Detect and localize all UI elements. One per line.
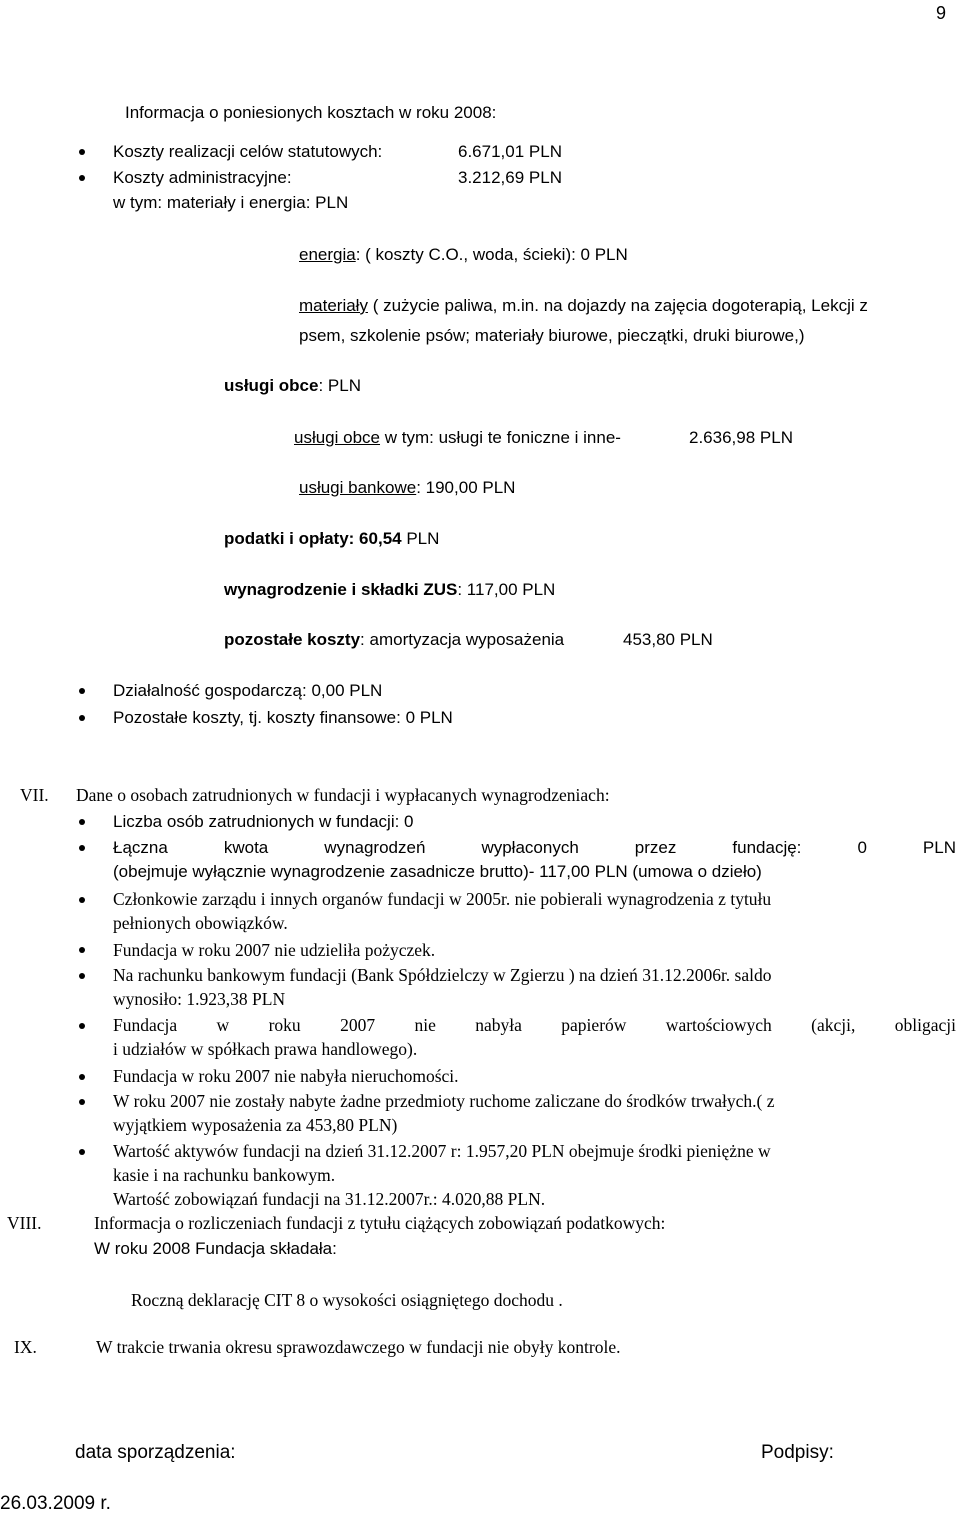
materials-energy-line: w tym: materiały i energia: PLN xyxy=(113,193,349,212)
materials-detail-2: psem, szkolenie psów; materiały biurowe, pieczątki, druki biurowe,) xyxy=(299,326,805,345)
materials-label: materiały xyxy=(299,296,368,315)
bullet-icon xyxy=(79,149,85,155)
costs-heading: Informacja o poniesionych kosztach w roku 2008: xyxy=(125,103,497,122)
bank-services-label: usługi bankowe xyxy=(299,478,417,497)
bullet-icon xyxy=(79,947,85,953)
other-costs-value: 453,80 PLN xyxy=(623,630,713,649)
board-pay-line: Członkowie zarządu i innych organów fundacji w 2005r. nie pobierali wynagrodzenia z tytułu xyxy=(113,889,772,909)
section-number: VIII. xyxy=(7,1213,42,1233)
bullet-icon xyxy=(79,897,85,903)
services-detail: : PLN xyxy=(318,376,361,395)
assets-value-line: Wartość aktywów fundacji na dzień 31.12.2007 r: 1.957,20 PLN obejmuje środki pieniężne w xyxy=(113,1141,771,1161)
document-date: 26.03.2009 r. xyxy=(0,1493,111,1514)
phone-services-detail: w tym: usługi te foniczne i inne- xyxy=(380,428,621,447)
section-number: VII. xyxy=(20,785,49,805)
total-pay-line: Łączna kwota wynagrodzeń wypłaconych przez fundację: 0 PLN xyxy=(113,838,956,857)
salaries-label: wynagrodzenie i składki ZUS xyxy=(224,580,458,599)
page-number: 9 xyxy=(935,3,946,23)
energy-line xyxy=(299,244,628,266)
taxes-label: podatki i opłaty: 60,54 xyxy=(224,529,402,548)
admin-costs-value: 3.212,69 PLN xyxy=(458,168,562,187)
bullet-icon xyxy=(79,973,85,979)
section-number: IX. xyxy=(14,1337,37,1357)
bullet-icon xyxy=(79,845,85,851)
other-costs-detail: : amortyzacja wyposażenia xyxy=(360,630,565,649)
employees-count: Liczba osób zatrudnionych w fundacji: 0 xyxy=(113,812,414,831)
cit-declaration: Roczną deklarację CIT 8 o wysokości osiągniętego dochodu . xyxy=(131,1290,563,1310)
bank-services-detail: : 190,00 PLN xyxy=(416,478,516,497)
bank-account-line-2: wynosiło: 1.923,38 PLN xyxy=(113,989,286,1009)
taxes-line xyxy=(224,528,439,550)
assets-value-line-2: kasie i na rachunku bankowym. xyxy=(113,1165,336,1185)
bullet-icon xyxy=(79,688,85,694)
materials-line xyxy=(299,295,868,317)
statutory-costs-label: Koszty realizacji celów statutowych: xyxy=(113,142,383,161)
board-pay-line-2: pełnionych obowiązków. xyxy=(113,913,288,933)
fixed-assets-line-2: wyjątkiem wyposażenia za 453,80 PLN) xyxy=(113,1115,398,1135)
salaries-detail: : 117,00 PLN xyxy=(457,580,556,599)
services-label: usługi obce xyxy=(224,376,319,395)
admin-costs-label: Koszty administracyjne: xyxy=(113,168,292,187)
securities-line: Fundacja w roku 2007 nie nabyła papierów wartościowych (akcji, obligacji xyxy=(113,1015,956,1035)
phone-services-value: 2.636,98 PLN xyxy=(689,428,793,447)
fixed-assets-line: W roku 2007 nie zostały nabyte żadne przedmioty ruchome zaliczane do środków trwałych.( z xyxy=(113,1091,775,1111)
other-costs-label: pozostałe koszty xyxy=(224,630,361,649)
section-heading: Informacja o rozliczeniach fundacji z tytułu ciążących zobowiązań podatkowych: xyxy=(94,1213,666,1233)
bank-services-line xyxy=(299,477,515,499)
materials-detail: ( zużycie paliwa, m.in. na dojazdy na zajęcia dogoterapią, Lekcji z xyxy=(367,296,868,315)
total-pay-detail: (obejmuje wyłącznie wynagrodzenie zasadnicze brutto)- 117,00 PLN (umowa o dzieło) xyxy=(113,862,762,881)
loans-line: Fundacja w roku 2007 nie udzieliła pożyczek. xyxy=(113,940,436,960)
energy-label: energia xyxy=(299,245,356,264)
section-heading: Dane o osobach zatrudnionych w fundacji i wypłacanych wynagrodzeniach: xyxy=(76,785,610,805)
salaries-line xyxy=(224,579,555,601)
services-line xyxy=(224,375,361,397)
inspections-line: W trakcie trwania okresu sprawozdawczego w fundacji nie obyły kontrole. xyxy=(96,1337,621,1357)
statutory-costs-value: 6.671,01 PLN xyxy=(458,142,562,161)
financial-costs: Pozostałe koszty, tj. koszty finansowe: 0 PLN xyxy=(113,708,453,727)
phone-services-label: usługi obce xyxy=(294,428,381,447)
submitted-documents: W roku 2008 Fundacja składała: xyxy=(94,1239,337,1258)
bullet-icon xyxy=(79,175,85,181)
bullet-icon xyxy=(79,1099,85,1105)
bullet-icon xyxy=(79,1074,85,1080)
signatures-label: Podpisy: xyxy=(761,1442,834,1463)
bullet-icon xyxy=(79,819,85,825)
bullet-icon xyxy=(79,715,85,721)
real-estate-line: Fundacja w roku 2007 nie nabyła nieruchomości. xyxy=(113,1066,459,1086)
bullet-icon xyxy=(79,1149,85,1155)
securities-line-2: i udziałów w spółkach prawa handlowego). xyxy=(113,1039,418,1059)
date-label: data sporządzenia: xyxy=(75,1442,236,1463)
bullet-icon xyxy=(79,1023,85,1029)
other-costs-line xyxy=(224,629,564,651)
phone-services-line xyxy=(294,427,621,449)
energy-detail: : ( koszty C.O., woda, ścieki): 0 PLN xyxy=(355,245,628,264)
business-activity: Działalność gospodarczą: 0,00 PLN xyxy=(113,681,383,700)
taxes-currency: PLN xyxy=(401,529,440,548)
liabilities-line: Wartość zobowiązań fundacji na 31.12.2007r.: 4.020,88 PLN. xyxy=(113,1189,546,1209)
bank-account-line: Na rachunku bankowym fundacji (Bank Spółdzielczy w Zgierzu ) na dzień 31.12.2006r. saldo xyxy=(113,965,772,985)
